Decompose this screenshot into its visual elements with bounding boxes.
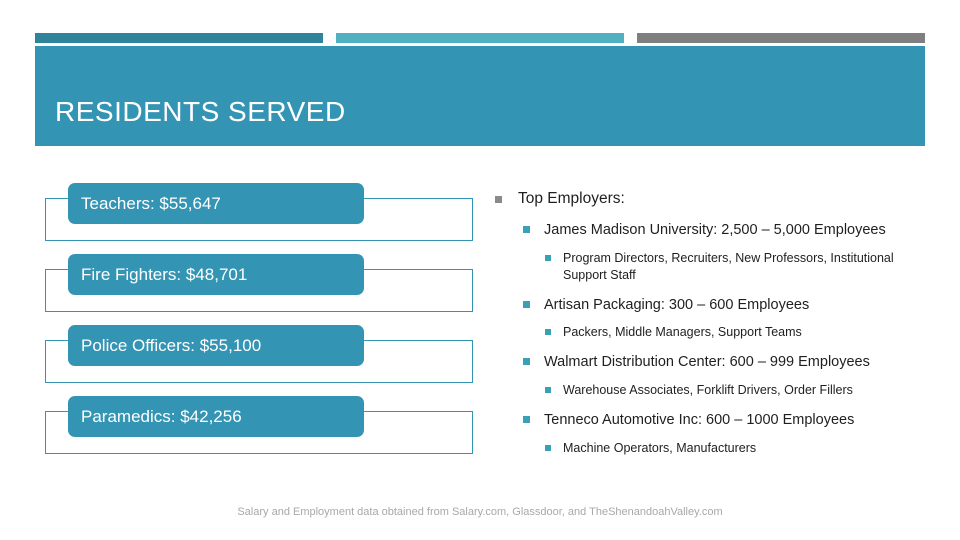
employer-detail (545, 324, 920, 341)
salary-item (45, 183, 473, 241)
accent-bars (35, 33, 925, 43)
salary-list (45, 183, 473, 467)
employers-heading-row (495, 190, 920, 208)
page-title: RESIDENTS SERVED (55, 96, 346, 127)
employers-heading: Top Employers: (518, 190, 625, 207)
employer-name: James Madison University: 2,500 – 5,000 Employees (544, 222, 886, 238)
employer-name: Artisan Packaging: 300 – 600 Employees (544, 296, 810, 313)
accent-bar-right (637, 33, 925, 43)
accent-bar-middle (336, 33, 624, 43)
salary-item-label: Police Officers: $55,100 (81, 335, 262, 355)
square-bullet-icon (545, 445, 551, 451)
employer-item (523, 353, 920, 372)
square-bullet-icon (545, 387, 551, 393)
employer-name: Walmart Distribution Center: 600 – 999 Employees (544, 354, 870, 371)
square-bullet-icon (495, 196, 502, 203)
employer-item (523, 411, 920, 430)
salary-item (45, 254, 473, 312)
square-bullet-icon (523, 358, 530, 365)
accent-bar-left (35, 33, 323, 43)
salary-item-label: Paramedics: $42,256 (81, 406, 242, 426)
salary-item-box (68, 396, 364, 437)
employer-item (523, 221, 920, 240)
employer-detail-text: Warehouse Associates, Forklift Drivers, Order Fillers (563, 383, 853, 398)
square-bullet-icon (545, 329, 551, 335)
employer-detail (545, 440, 920, 457)
square-bullet-icon (523, 416, 530, 423)
employer-name: Tenneco Automotive Inc: 600 – 1000 Employees (544, 412, 855, 429)
salary-item (45, 396, 473, 454)
square-bullet-icon (545, 255, 551, 261)
employer-detail (545, 382, 920, 399)
square-bullet-icon (523, 301, 530, 308)
title-banner (35, 46, 925, 146)
salary-item (45, 325, 473, 383)
salary-item-box (68, 254, 364, 295)
salary-item-box (68, 183, 364, 224)
employer-detail-text: Machine Operators, Manufacturers (563, 440, 757, 455)
employers-list (495, 190, 920, 469)
salary-item-label: Teachers: $55,647 (81, 193, 221, 213)
employer-detail (545, 250, 920, 284)
footer-note: Salary and Employment data obtained from Salary.com, Glassdoor, and TheShenandoahValley.com (237, 506, 723, 518)
employer-detail-text: Packers, Middle Managers, Support Teams (563, 325, 802, 340)
square-bullet-icon (523, 226, 530, 233)
salary-item-box (68, 325, 364, 366)
employer-detail-text: Program Directors, Recruiters, New Professors, Institutional Support Staff (563, 250, 894, 282)
salary-item-label: Fire Fighters: $48,701 (81, 264, 248, 284)
employer-item (523, 296, 920, 315)
